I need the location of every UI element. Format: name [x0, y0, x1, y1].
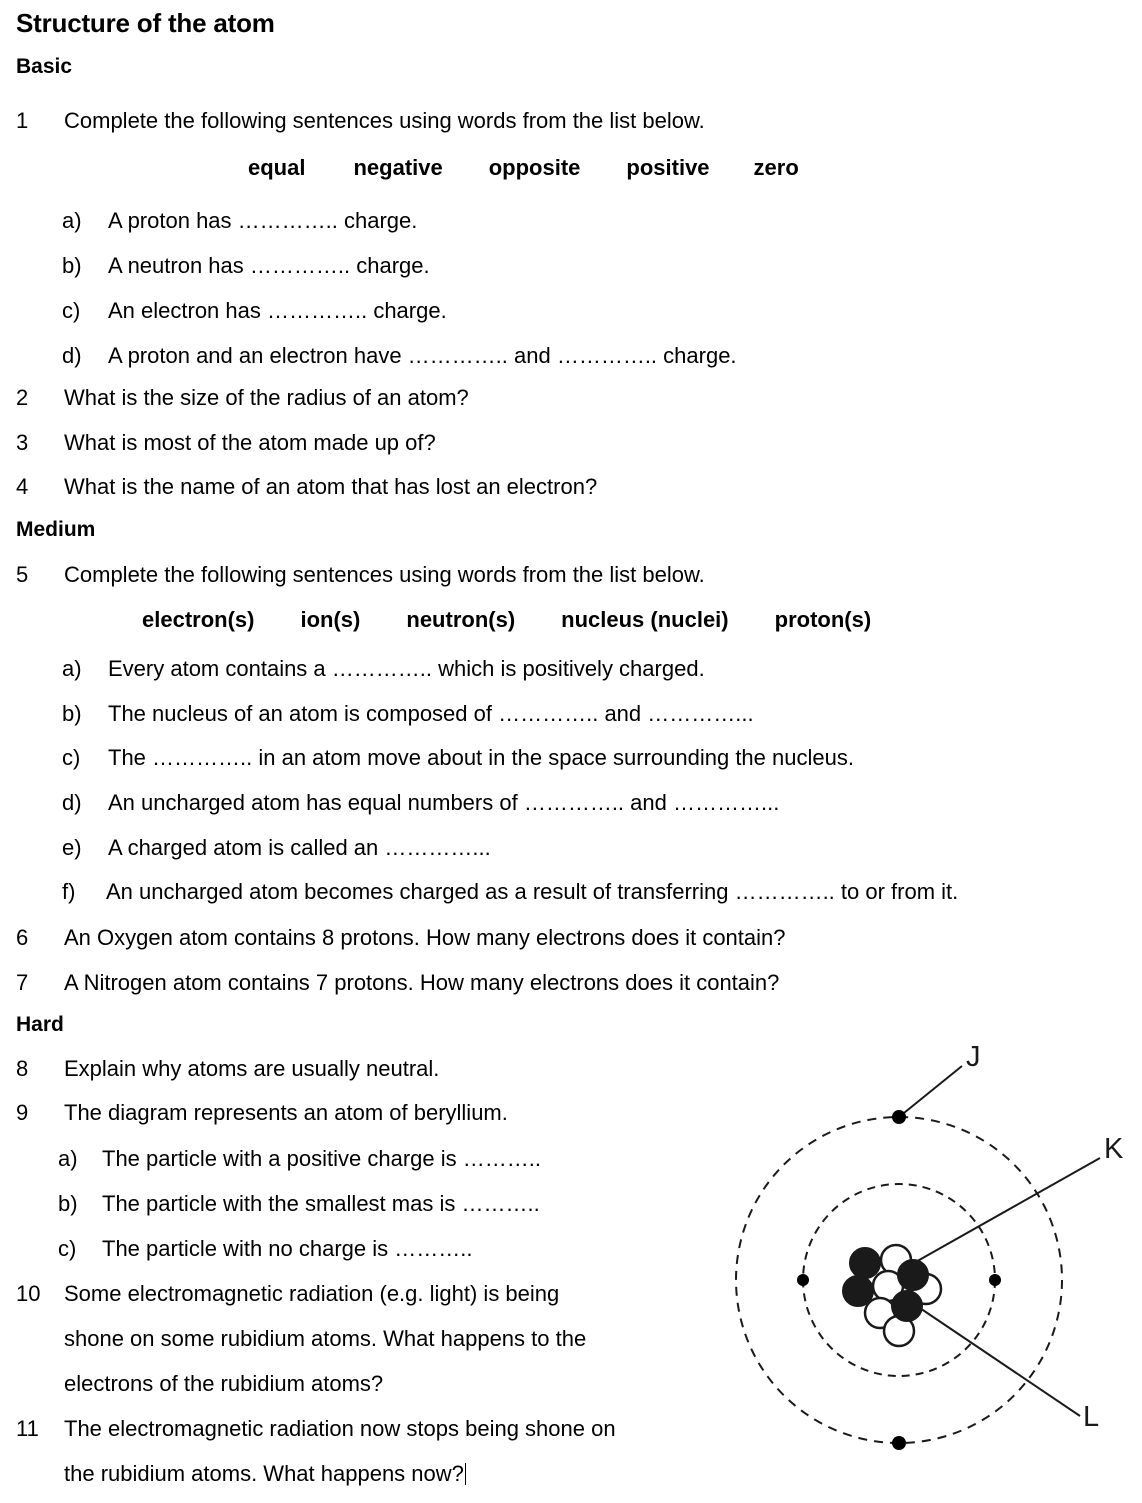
part-text: A proton and an electron have ………….. and ………….. charge. — [108, 343, 737, 368]
question-1 — [16, 108, 705, 134]
section-heading-medium: Medium — [16, 518, 96, 541]
question-5-part-a — [62, 656, 705, 682]
question-5-part-f — [62, 879, 958, 905]
question-3-number: 3 — [16, 430, 29, 455]
question-11-line-1: The electromagnetic radiation now stops being shone on — [64, 1416, 616, 1441]
part-label: a) — [62, 208, 82, 233]
question-1-part-d — [62, 343, 737, 369]
wordlist-word: electron(s) — [142, 607, 255, 632]
nucleus-proton — [850, 1248, 880, 1278]
part-text: A proton has ………….. charge. — [108, 208, 418, 233]
question-5-wordlist — [142, 607, 871, 633]
inner-shell-electron — [797, 1274, 809, 1286]
part-text: The ………….. in an atom move about in the space surrounding the nucleus. — [108, 745, 854, 770]
part-text: Every atom contains a ………….. which is positively charged. — [108, 656, 705, 681]
leader-line-l — [908, 1300, 1080, 1416]
section-heading-basic: Basic — [16, 55, 73, 78]
question-11 — [16, 1416, 616, 1442]
part-label: b) — [62, 253, 82, 278]
wordlist-word: opposite — [488, 155, 581, 180]
part-label: f) — [62, 879, 76, 904]
question-8-text: Explain why atoms are usually neutral. — [64, 1056, 440, 1081]
question-9-text: The diagram represents an atom of beryllium. — [64, 1100, 508, 1125]
question-11-line-2-text: the rubidium atoms. What happens now? — [64, 1461, 464, 1486]
question-5-part-c — [62, 745, 854, 771]
question-10 — [16, 1281, 559, 1307]
beryllium-atom-diagram — [700, 1018, 1142, 1503]
part-text: A neutron has ………….. charge. — [108, 253, 430, 278]
question-7-text: A Nitrogen atom contains 7 protons. How many electrons does it contain? — [64, 970, 780, 995]
question-1-number: 1 — [16, 108, 29, 133]
question-10-line-3: electrons of the rubidium atoms? — [64, 1371, 384, 1396]
wordlist-word: positive — [626, 155, 710, 180]
wordlist-word: equal — [248, 155, 306, 180]
question-4 — [16, 474, 597, 500]
part-label: c) — [58, 1236, 77, 1261]
page-title: Structure of the atom — [16, 8, 275, 38]
part-label: a) — [58, 1146, 78, 1171]
part-text: An electron has ………….. charge. — [108, 298, 447, 323]
question-9-number: 9 — [16, 1100, 29, 1125]
question-1-text: Complete the following sentences using words from the list below. — [64, 108, 705, 133]
part-label: d) — [62, 343, 82, 368]
section-heading-hard: Hard — [16, 1013, 64, 1036]
question-1-part-c — [62, 298, 447, 324]
wordlist-word: negative — [353, 155, 443, 180]
part-label: e) — [62, 835, 82, 860]
part-text: The particle with a positive charge is ……….. — [102, 1146, 541, 1171]
part-text: The particle with no charge is ……….. — [102, 1236, 473, 1261]
nucleus-proton — [892, 1291, 922, 1321]
part-text: A charged atom is called an …………... — [108, 835, 491, 860]
wordlist-word: ion(s) — [300, 607, 361, 632]
question-5-part-d — [62, 790, 779, 816]
leader-line-j — [899, 1066, 962, 1117]
question-6-number: 6 — [16, 925, 29, 950]
question-5-part-b — [62, 701, 754, 727]
question-3-text: What is most of the atom made up of? — [64, 430, 436, 455]
question-7-number: 7 — [16, 970, 29, 995]
question-5-number: 5 — [16, 562, 29, 587]
part-label: c) — [62, 745, 81, 770]
label-k: K — [1104, 1133, 1124, 1165]
part-text: The particle with the smallest mas is ……….. — [102, 1191, 540, 1216]
part-text: An uncharged atom has equal numbers of ………….. and …………... — [108, 790, 780, 815]
part-label: d) — [62, 790, 82, 815]
question-11-number: 11 — [16, 1416, 39, 1441]
part-label: a) — [62, 656, 82, 681]
leader-line-k — [905, 1158, 1100, 1268]
question-5-text: Complete the following sentences using words from the list below. — [64, 562, 705, 587]
question-9-part-c — [58, 1236, 472, 1262]
wordlist-word: zero — [753, 155, 799, 180]
question-9 — [16, 1100, 508, 1126]
question-9-part-a — [58, 1146, 541, 1172]
question-7 — [16, 970, 779, 996]
part-label: b) — [58, 1191, 78, 1216]
part-label: b) — [62, 701, 82, 726]
question-10-line-2: shone on some rubidium atoms. What happens to the — [64, 1326, 587, 1351]
question-5 — [16, 562, 705, 588]
wordlist-word: proton(s) — [774, 607, 872, 632]
question-2-number: 2 — [16, 385, 29, 410]
part-label: c) — [62, 298, 81, 323]
outer-shell-electron — [892, 1436, 906, 1450]
part-text: An uncharged atom becomes charged as a result of transferring ………….. to or from it. — [106, 879, 959, 904]
question-8 — [16, 1056, 439, 1082]
wordlist-word: nucleus (nuclei) — [561, 607, 729, 632]
question-8-number: 8 — [16, 1056, 29, 1081]
question-1-part-a — [62, 208, 417, 234]
question-9-part-b — [58, 1191, 540, 1217]
label-l: L — [1083, 1401, 1100, 1433]
text-cursor — [465, 1463, 466, 1485]
question-4-text: What is the name of an atom that has lost an electron? — [64, 474, 598, 499]
question-2-text: What is the size of the radius of an atom? — [64, 385, 469, 410]
question-6-text: An Oxygen atom contains 8 protons. How many electrons does it contain? — [64, 925, 786, 950]
question-10-number: 10 — [16, 1281, 41, 1306]
question-1-part-b — [62, 253, 430, 279]
inner-shell-electron — [989, 1274, 1001, 1286]
outer-shell-electron — [892, 1110, 906, 1124]
question-4-number: 4 — [16, 474, 29, 499]
question-3 — [16, 430, 436, 456]
question-5-part-e — [62, 835, 491, 861]
part-text: The nucleus of an atom is composed of ………….. and …………... — [108, 701, 754, 726]
nucleus-proton — [843, 1276, 873, 1306]
question-6 — [16, 925, 786, 951]
wordlist-word: neutron(s) — [406, 607, 516, 632]
question-11-line-2 — [64, 1461, 466, 1487]
question-2 — [16, 385, 469, 411]
question-10-line-1: Some electromagnetic radiation (e.g. light) is being — [64, 1281, 560, 1306]
nucleus-proton — [898, 1260, 928, 1290]
label-j: J — [966, 1041, 981, 1073]
question-1-wordlist — [248, 155, 799, 181]
